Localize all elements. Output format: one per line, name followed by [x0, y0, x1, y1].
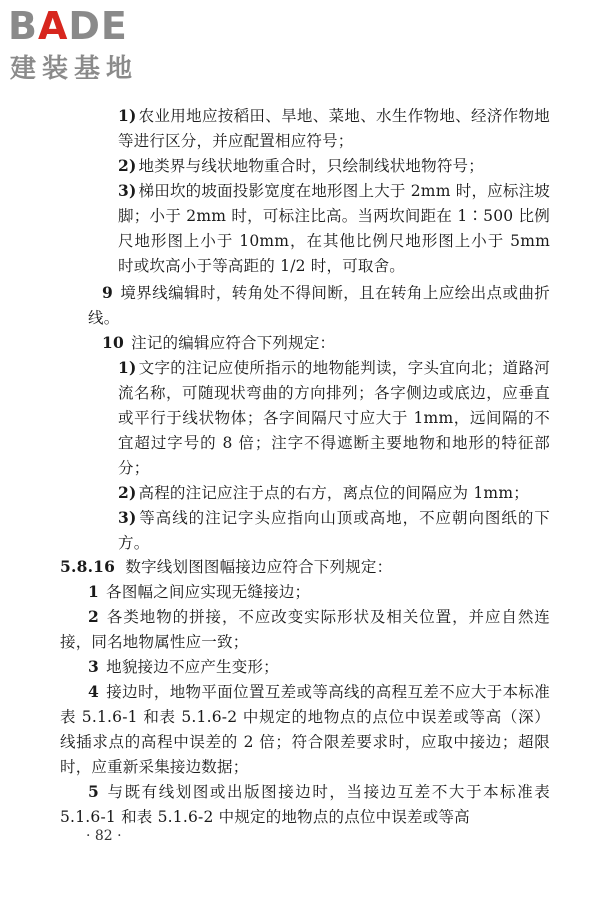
bade-logo — [8, 6, 178, 86]
list-item: 1) 文字的注记应使所指示的地物能判读，字头宜向北；道路河流名称，可随现状弯曲的方向排列；各字侧边或底边，应垂直或平行于线状物体；各字间隔尺寸应大于 1mm，远间隔的不宜超过字号的 8 倍；注字不得遮断主要地物和地形的特征部分； — [118, 358, 550, 477]
clause-item: 2 各类地物的拼接，不应改变实际形状及相关位置，并应自然连接，同名地物属性应一致； — [60, 607, 550, 651]
clause-item: 1 各图幅之间应实现无缝接边； — [88, 582, 311, 601]
logo-wordmark: BADE — [8, 4, 128, 48]
clause-item: 4 接边时，地物平面位置互差或等高线的高程互差不应大于本标准表 5.1.6-1 和表 5.1.6-2 中规定的地物点的点位中误差或等高（深）线插求点的高程中误差的 2 倍；符合限差要求时，应取中接边；超限时，应重新采集接边数据； — [60, 682, 550, 776]
list-item: 3) 等高线的注记字头应指向山顶或高地，不应朝向图纸的下方。 — [118, 508, 550, 552]
list-item: 3) 梯田坎的坡面投影宽度在地形图上大于 2mm 时，应标注坡脚；小于 2mm 时，可标注比高。当两坎间距在 1∶500 比例尺地形图上小于 10mm，在其他比例尺地形图上小于 5mm 时或坎高小于等高距的 1/2 时，可取舍。 — [118, 181, 550, 275]
clause-item: 9 境界线编辑时，转角处不得间断，且在转角上应绘出点或曲折线。 — [88, 283, 550, 327]
logo-subtitle: 建装基地 — [10, 54, 139, 84]
list-item: 2) 高程的注记应注于点的右方，离点位的间隔应为 1mm； — [118, 483, 529, 502]
clause-item: 3 地貌接边不应产生变形； — [88, 657, 279, 676]
section-heading: 5.8.16 数字线划图图幅接边应符合下列规定： — [60, 557, 393, 576]
clause-item: 10 注记的编辑应符合下列规定： — [102, 333, 336, 352]
page-number: · 82 · — [86, 828, 122, 844]
clause-item: 5 与既有线划图或出版图接边时，当接边互差不大于本标准表 5.1.6-1 和表 5.1.6-2 中规定的地物点的点位中误差或等高 — [60, 782, 550, 826]
list-item: 2) 地类界与线状地物重合时，只绘制线状地物符号； — [118, 156, 484, 175]
list-item: 1) 农业用地应按稻田、旱地、菜地、水生作物地、经济作物地等进行区分，并应配置相应符号； — [118, 106, 550, 150]
